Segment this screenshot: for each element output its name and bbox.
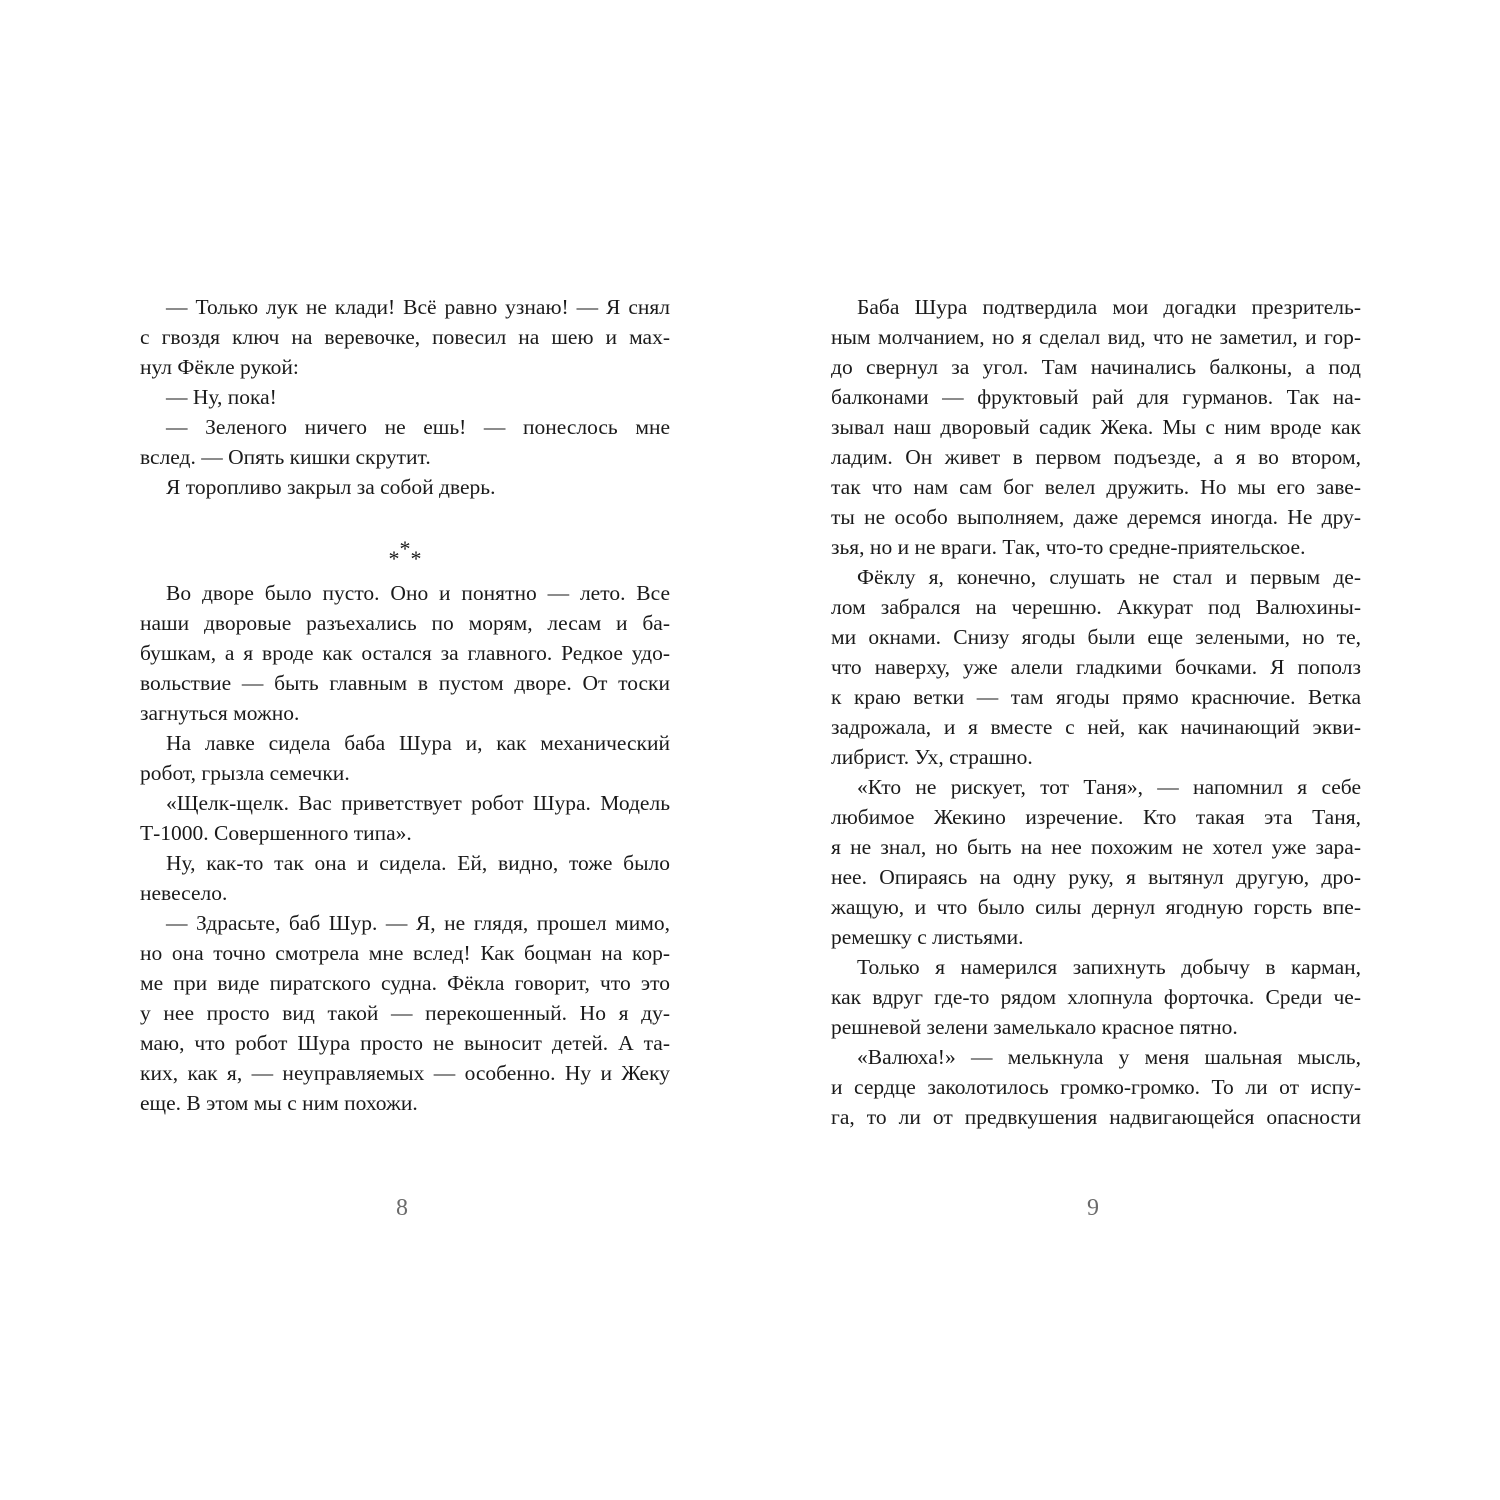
right-body	[831, 292, 1361, 1132]
text-line: «Кто не рискует, тот Таня», — напомнил я себе	[857, 775, 1361, 799]
text-line: еще. В этом мы с ним похожи.	[140, 1091, 418, 1115]
text-line: решневой зелени замелькало красное пятно.	[831, 1015, 1238, 1039]
asterisk: *	[399, 536, 411, 561]
text-line: — Здрасьте, баб Шур. — Я, не глядя, прошел мимо,	[166, 911, 670, 935]
asterisk: *	[410, 546, 422, 571]
text-line: ным молчанием, но я сделал вид, что не заметил, и гор-	[831, 325, 1361, 349]
text-line: к краю ветки — там ягоды прямо краснючие. Ветка	[831, 685, 1361, 709]
text-line: ты не особо выполняем, даже деремся иногда. Не дру-	[831, 505, 1361, 529]
text-line: нее. Опираясь на одну руку, я вытянул другую, дро-	[831, 865, 1361, 889]
text-line: Т-1000. Совершенного типа».	[140, 821, 412, 845]
text-line: Я торопливо закрыл за собой дверь.	[166, 475, 496, 499]
text-line: лом забрался на черешню. Аккурат под Валюхины-	[831, 595, 1361, 619]
text-line: что наверху, уже алели гладкими бочками. Я пополз	[831, 655, 1361, 679]
text-line: вольствие — быть главным в пустом дворе. От тоски	[140, 671, 670, 695]
text-line: — Зеленого ничего не ешь! — понеслось мне	[166, 415, 670, 439]
text-line: ких, как я, — неуправляемых — особенно. Ну и Жеку	[140, 1061, 670, 1085]
text-line: как вдруг где-то рядом хлопнула форточка. Среди че-	[831, 985, 1361, 1009]
page-number-right: 9	[1087, 1195, 1099, 1221]
text-line: ладим. Он живет в первом подъезде, а я во втором,	[831, 445, 1361, 469]
text-line: зывал наш дворовый садик Жека. Мы с ним вроде как	[831, 415, 1361, 439]
text-line: вслед. — Опять кишки скрутит.	[140, 445, 431, 469]
text-line: и сердце заколотилось громко-громко. То ли от испу-	[831, 1075, 1361, 1099]
text-line: но она точно смотрела мне вслед! Как боцман на кор-	[140, 941, 670, 965]
text-line: маю, что робот Шура просто не выносит детей. А та-	[140, 1031, 670, 1055]
text-line: нул Фёкле рукой:	[140, 355, 299, 379]
text-line: с гвоздя ключ на веревочке, повесил на шею и мах-	[140, 325, 670, 349]
text-line: Только я намерился запихнуть добычу в карман,	[857, 955, 1361, 979]
text-line: га, то ли от предвкушения надвигающейся опасности	[831, 1105, 1361, 1129]
text-line: — Ну, пока!	[166, 385, 277, 409]
text-line: бушкам, а я вроде как остался за главного. Редкое удо-	[140, 641, 670, 665]
text-line: Ну, как-то так она и сидела. Ей, видно, тоже было	[166, 851, 670, 875]
text-line: Баба Шура подтвердила мои догадки презритель-	[857, 295, 1361, 319]
text-line: «Щелк-щелк. Вас приветствует робот Шура. Модель	[166, 791, 670, 815]
text-line: я не знал, но быть на нее похожим не хотел уже зара-	[831, 835, 1361, 859]
page-number-left: 8	[396, 1195, 408, 1221]
text-line: зья, но и не враги. Так, что-то средне-приятельское.	[831, 535, 1306, 559]
text-line: либрист. Ух, страшно.	[831, 745, 1033, 769]
text-line: — Только лук не клади! Всё равно узнаю! — Я снял	[166, 295, 670, 319]
left-section-1	[140, 292, 670, 502]
text-line: до свернул за угол. Там начинались балконы, а под	[831, 355, 1361, 379]
text-line: невесело.	[140, 881, 228, 905]
text-line: «Валюха!» — мелькнула у меня шальная мысль,	[857, 1045, 1361, 1069]
text-line: На лавке сидела баба Шура и, как механический	[166, 731, 670, 755]
text-line: ме при виде пиратского судна. Фёкла говорит, что это	[140, 971, 670, 995]
text-line: наши дворовые разъехались по морям, лесам и ба-	[140, 611, 670, 635]
asterisk: *	[388, 546, 400, 571]
text-line: так что нам сам бог велел дружить. Но мы его заве-	[831, 475, 1361, 499]
text-line: любимое Жекино изречение. Кто такая эта Таня,	[831, 805, 1361, 829]
text-line: ремешку с листьями.	[831, 925, 1024, 949]
text-line: у нее просто вид такой — перекошенный. Но я ду-	[140, 1001, 670, 1025]
text-line: загнуться можно.	[140, 701, 300, 725]
text-line: задрожала, и я вместе с ней, как начинающий экви-	[831, 715, 1361, 739]
left-section-2	[140, 578, 670, 1118]
text-line: робот, грызла семечки.	[140, 761, 350, 785]
text-line: балконами — фруктовый рай для гурманов. Так на-	[831, 385, 1361, 409]
text-line: Во дворе было пусто. Оно и понятно — лето. Все	[166, 581, 670, 605]
text-line: Фёклу я, конечно, слушать не стал и первым де-	[857, 565, 1361, 589]
section-break-asterism	[140, 536, 670, 571]
text-line: жащую, и что было силы дернул ягодную горсть впе-	[831, 895, 1361, 919]
text-line: ми окнами. Снизу ягоды были еще зелеными, но те,	[831, 625, 1361, 649]
